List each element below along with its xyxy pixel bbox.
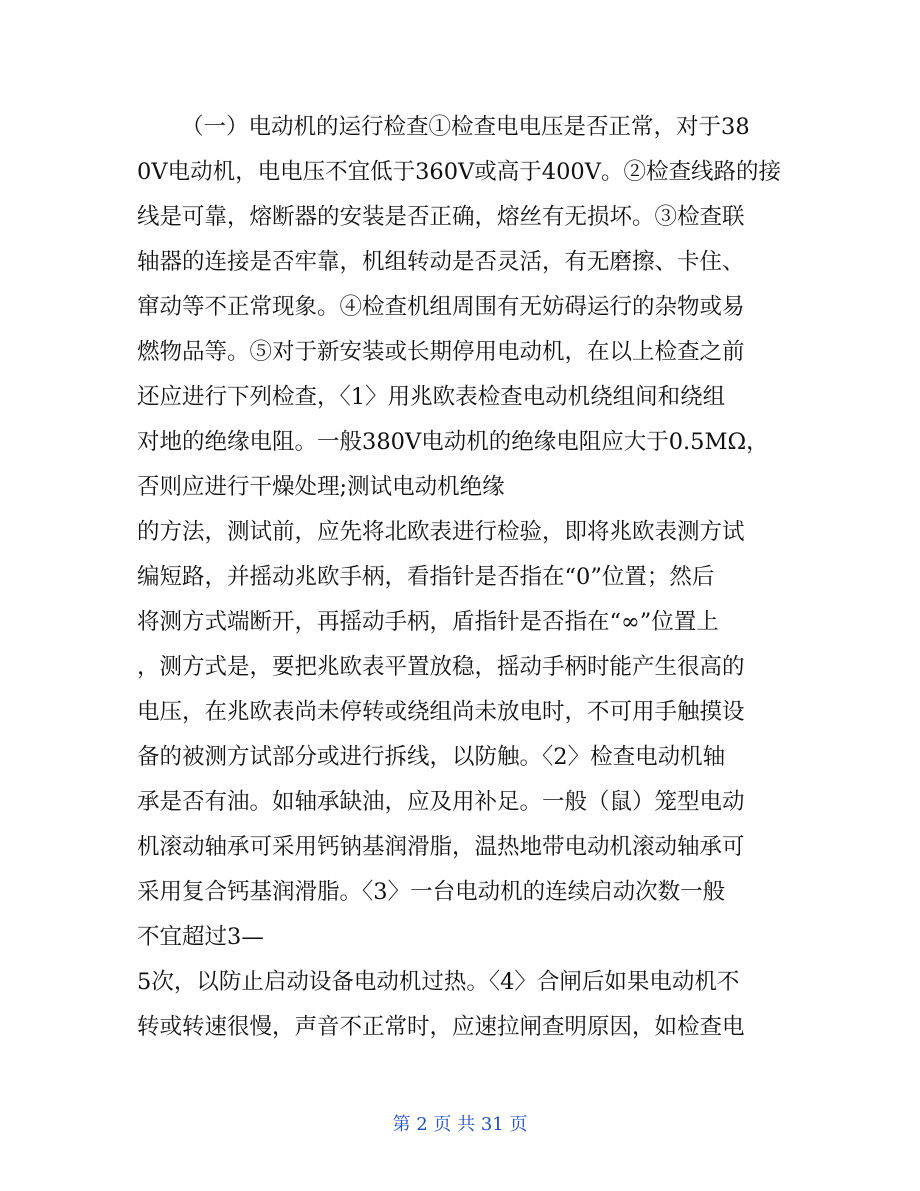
text-line: 对地的绝缘电阻。一般380V电动机的绝缘电阻应大于0.5MΩ， bbox=[137, 429, 769, 455]
text-line: （一）电动机的运行检查①检查电电压是否正常，对于38 bbox=[181, 114, 750, 140]
text-line: 还应进行下列检查，〈1〉用兆欧表检查电动机绕组间和绕组 bbox=[137, 384, 726, 410]
text-line: ，测方式是，要把兆欧表平置放稳，摇动手柄时能产生很高的 bbox=[137, 654, 745, 680]
page-number-footer: 第 2 页 共 31 页 bbox=[392, 1114, 528, 1135]
text-line: 电压，在兆欧表尚未停转或绕组尚未放电时，不可用手触摸设 bbox=[137, 699, 745, 725]
text-line: 轴器的连接是否牢靠，机组转动是否灵活，有无磨擦、卡住、 bbox=[137, 249, 745, 275]
text-line: 备的被测方试部分或进行拆线，以防触。〈2〉检查电动机轴 bbox=[137, 744, 726, 770]
text-line: 将测方式端断开，再摇动手柄，盾指针是否指在“∞”位置上 bbox=[137, 609, 719, 635]
text-line: 燃物品等。⑤对于新安装或长期停用电动机，在以上检查之前 bbox=[137, 339, 745, 365]
text-line: 否则应进行干燥处理;测试电动机绝缘 bbox=[137, 474, 505, 500]
text-line: 不宜超过3— bbox=[137, 924, 264, 950]
text-line: 窜动等不正常现象。④检查机组周围有无妨碍运行的杂物或易 bbox=[137, 294, 745, 320]
text-line: 线是可靠，熔断器的安装是否正确，熔丝有无损坏。③检查联 bbox=[137, 204, 745, 230]
text-line: 0V电动机，电电压不宜低于360V或高于400V。②检查线路的接 bbox=[137, 159, 781, 185]
text-line: 采用复合钙基润滑脂。〈3〉一台电动机的连续启动次数一般 bbox=[137, 879, 726, 905]
text-line: 承是否有油。如轴承缺油，应及用补足。一般（鼠）笼型电动 bbox=[137, 789, 745, 815]
text-line: 机滚动轴承可采用钙钠基润滑脂，温热地带电动机滚动轴承可 bbox=[137, 834, 745, 860]
text-line: 的方法，测试前，应先将北欧表进行检验，即将兆欧表测方试 bbox=[137, 519, 745, 545]
text-line: 编短路，并摇动兆欧手柄，看指针是否指在“0”位置；然后 bbox=[137, 564, 715, 590]
text-line: 转或转速很慢，声音不正常时，应速拉闸查明原因，如检查电 bbox=[137, 1014, 745, 1040]
text-line: 5次，以防止启动设备电动机过热。〈4〉合闸后如果电动机不 bbox=[137, 969, 740, 995]
